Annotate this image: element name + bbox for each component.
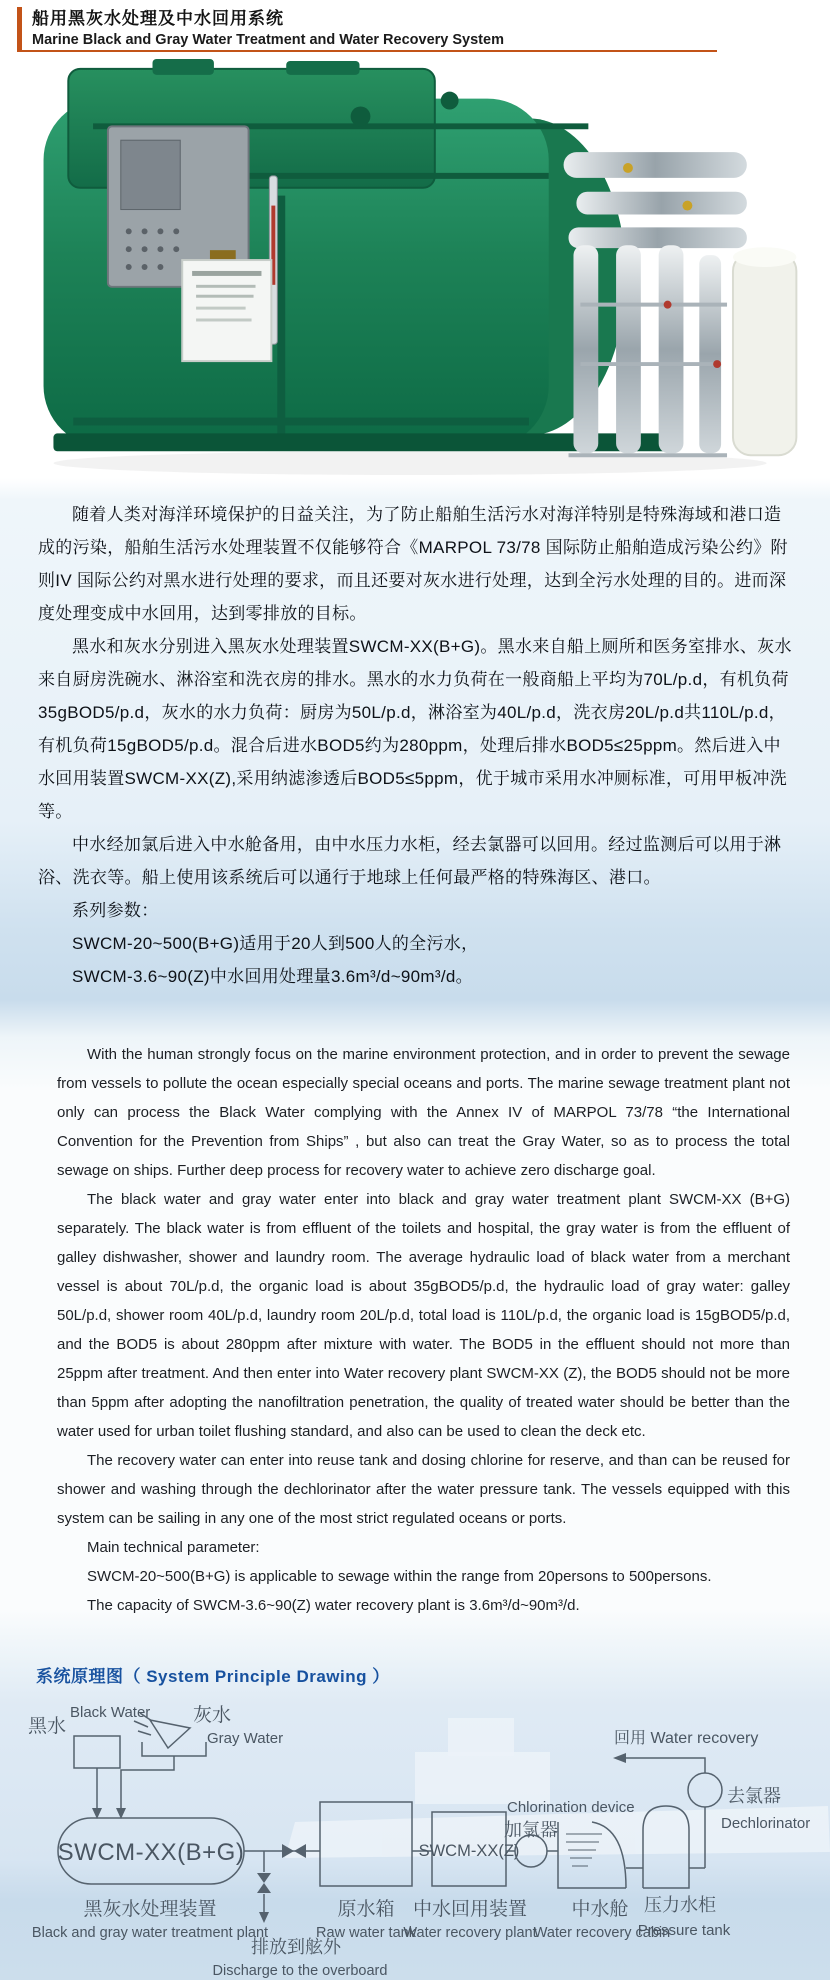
black-water-label-en: Black Water (70, 1704, 151, 1721)
en-parameter-heading: Main technical parameter: (87, 1539, 260, 1556)
treatment-plant-label-en: Black and gray water treatment plant (31, 1925, 269, 1941)
name-placard (182, 250, 271, 361)
en-paragraph-2: The black water and gray water enter into black and gray water treatment plant SWCM-XX (B+G) separately. The black water is from effluent of the toilets and hospital, the gray water is from the effluent of galley dishwasher, shower and laundry room. The average hydraulic load of black water from a merchant vessel is about 70L/p.d, the organic load is about 35gBOD5/p.d, the hydraulic load of gray water: galley 50L/p.d, shower room 40L/p.d, laundry room 20L/p.d, total load is 110L/p.d, the organic load is 15gBOD5/p.d, and the BOD5 is about 280ppm after mixture with water. The BOD5 in the effluent should not more than 25ppm after treatment. And then enter into Water recovery plant SWCM-XX (Z), the BOD5 should not be more than 5ppm after adopting the nanofiltration penetration, the quality of treated water should be better than the water used for urban toilet flushing standard, and also can be used to clean the deck etc. (57, 1191, 790, 1440)
page-header (17, 7, 732, 50)
black-water-inlet (28, 1704, 150, 1819)
valve-icon-branch-2 (257, 1883, 271, 1893)
cn-series-parameters-heading: 系列参数： (72, 901, 159, 920)
cn-paragraph-2: 黑水和灰水分别进入黑灰水处理装置SWCM-XX(B+G)。黑水来自船上厕所和医务室排水、灰水来自厨房洗碗水、淋浴室和洗衣房的排水。黑水的水力负荷在一般商船上平均为70L/p.d，有机负荷35gBOD5/p.d，灰水的水力负荷：厨房为50L/p.d，淋浴室为40L/p.d，洗衣房20L/p.d共110L/p.d，有机负荷15gBOD5/p.d。混合后进水BOD5约为280ppm，处理后排水BOD5≤25ppm。然后进入中水回用装置SWCM-XX(Z),采用纳滤渗透后BOD5≤5ppm，优于城市采用水冲厕标准，可用甲板冲洗等。 (38, 637, 792, 821)
en-paragraph-1: With the human strongly focus on the marine environment protection, and in order to prevent the sewage from vessels to pollute the ocean especially special oceans and ports. The marine sewage treatment plant not only can process the Black Water complying with the Annex IV of MARPOL 73/78 “the International Convention for the Prevention from Ships” , but also can treat the Gray Water, so as to process the total sewage on ships. Further deep process for recovery water to achieve zero discharge goal. (57, 1046, 790, 1179)
recovery-plant-label-en: Water recovery plant (403, 1925, 537, 1941)
system-principle-diagram (0, 1690, 830, 1980)
product-photo (30, 57, 800, 477)
header-accent-rule (17, 50, 717, 52)
recovery-plant-label-cn: 中水回用装置 (412, 1899, 528, 1920)
chlorination-device-label-en: Chlorination device (507, 1799, 635, 1816)
funnel-icon (150, 1720, 190, 1748)
product-photo-illustration (30, 57, 800, 477)
chinese-description (38, 498, 794, 993)
black-water-label-cn: 黑水 (28, 1716, 67, 1737)
pressure-tank-label-en: Pressure tank (637, 1922, 731, 1939)
en-paragraph-3: The recovery water can enter into reuse tank and dosing chlorine for reserve, and than can be reused for shower and washing through the dechlorinator after the water pressure tank. The vessels equipped with this system can be sailing in any one of the most strict regulated oceans or ports. (57, 1452, 790, 1527)
white-recovery-tank (733, 247, 796, 455)
gray-water-label-en: Gray Water (207, 1730, 284, 1747)
system-principle-drawing-title: 系统原理图（ System Principle Drawing ） (36, 1667, 390, 1686)
flow-diagram (0, 1690, 830, 1980)
cn-parameter-line-1: SWCM-20~500(B+G)适用于20人到500人的全污水， (72, 934, 479, 953)
dechlorinator-label-cn: 去氯器 (727, 1786, 781, 1806)
cn-paragraph-1: 随着人类对海洋环境保护的日益关注，为了防止船舶生活污水对海洋特别是特殊海域和港口造成的污染，船舶生活污水处理装置不仅能够符合《MARPOL 73/78 国际防止船舶造成污染公约》附则IV 国际公约对黑水进行处理的要求，而且还要对灰水进行处理，达到全污水处理的目的。进而深度处理变成中水回用，达到零排放的目标。 (38, 505, 788, 623)
black-water-box (74, 1736, 120, 1768)
cn-paragraph-3: 中水经加氯后进入中水舱备用，由中水压力水柜，经去氯器可以回用。经过监测后可以用于淋浴、洗衣等。船上使用该系统后可以通行于地球上任何最严格的特殊海区、港口。 (38, 835, 782, 887)
dechlorinator-shape (688, 1773, 722, 1807)
raw-water-tank-label-cn: 原水箱 (337, 1899, 395, 1920)
recovery-flow-label: 回用 Water recovery (614, 1730, 759, 1747)
english-description (57, 1040, 790, 1620)
treatment-plant-label-cn: 黑灰水处理装置 (83, 1899, 217, 1920)
cabin-label-cn: 中水舱 (571, 1899, 629, 1920)
flow-arrow-discharge (259, 1912, 269, 1923)
gray-water-label-cn: 灰水 (193, 1705, 232, 1726)
dechlorinator-label-en: Dechlorinator (721, 1815, 811, 1832)
treatment-plant-id: SWCM-XX(B+G) (57, 1839, 245, 1866)
discharge-label-cn: 排放到舷外 (251, 1937, 341, 1957)
recovery-plant-id: SWCM-XX(Z) (418, 1842, 520, 1860)
cn-parameter-line-2: SWCM-3.6~90(Z)中水回用处理量3.6m³/d~90m³/d。 (72, 967, 473, 986)
en-parameter-line-1: SWCM-20~500(B+G) is applicable to sewage within the range from 20persons to 500persons. (87, 1568, 712, 1585)
en-parameter-line-2: The capacity of SWCM-3.6~90(Z) water recovery plant is 3.6m³/d~90m³/d. (87, 1597, 580, 1614)
discharge-label-en: Discharge to the overboard (212, 1963, 388, 1979)
page-title-chinese: 船用黑灰水处理及中水回用系统 (32, 9, 284, 28)
treatment-plant-node (32, 1818, 268, 1941)
flow-arrow-recovery (613, 1753, 626, 1763)
gray-water-inlet (116, 1704, 283, 1819)
chlorination-device-label-cn: 加氯器 (504, 1820, 558, 1840)
page-title-english: Marine Black and Gray Water Treatment and Water Recovery System (32, 32, 504, 48)
pressure-tank-label-cn: 压力水柜 (644, 1895, 716, 1915)
stainless-filtration-skid (564, 152, 747, 455)
raw-water-tank-label-en: Raw water tank (316, 1925, 416, 1941)
cabin-label-en: Water recovery cabin (533, 1925, 671, 1941)
valve-icon-branch (257, 1873, 271, 1883)
